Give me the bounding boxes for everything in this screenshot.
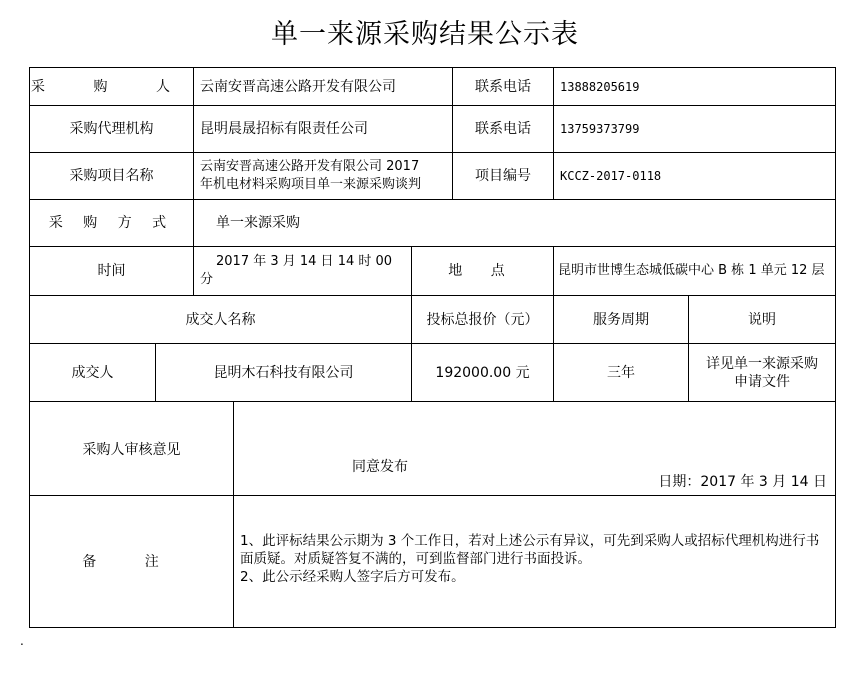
- project-label: 采购项目名称: [69, 168, 154, 184]
- price-value: 192000.00 元: [435, 364, 530, 381]
- purchaser-name: 云南安晋高速公路开发有限公司: [200, 78, 396, 95]
- location-label: 地 点: [448, 263, 517, 279]
- review-label: 采购人审核意见: [82, 442, 181, 458]
- agency-phone-cell: [553, 105, 836, 153]
- project-code: KCCZ-2017-0118: [560, 169, 662, 183]
- remark-line1: 详见单一来源采购: [706, 355, 818, 372]
- purchaser-value-cell: [193, 67, 453, 106]
- purchaser-phone-label: 联系电话: [475, 78, 531, 95]
- period-value: 三年: [607, 364, 635, 381]
- review-date: 日期：2017 年 3 月 14 日: [658, 474, 827, 490]
- footer-mark: .: [20, 634, 24, 648]
- total-price-header-cell: [411, 295, 554, 344]
- method-value-cell: [193, 199, 836, 247]
- winner-label-cell: [29, 343, 156, 402]
- page-title: 单一来源采购结果公示表: [271, 19, 579, 50]
- project-name-line2: 年机电材料采购项目单一来源采购谈判: [200, 177, 422, 192]
- winner-name-cell: [155, 343, 412, 402]
- agency-name: 昆明晨晟招标有限责任公司: [200, 121, 368, 137]
- price-cell: [411, 343, 554, 402]
- time-value-cell: [193, 246, 412, 296]
- period-cell: [553, 343, 689, 402]
- remark-header: 说明: [748, 311, 776, 328]
- winner-name-header-cell: [29, 295, 412, 344]
- method-value: 单一来源采购: [216, 215, 300, 231]
- project-value-cell: [193, 152, 453, 200]
- method-label: 采 购 方 式: [48, 215, 175, 231]
- review-label-cell: [29, 401, 234, 496]
- agency-phone-label: 联系电话: [475, 121, 531, 137]
- project-name-line1: 云南安晋高速公路开发有限公司 2017: [200, 159, 420, 174]
- service-period-header-cell: [553, 295, 689, 344]
- review-opinion-cell: [233, 401, 836, 496]
- purchaser-label: 采 购 人: [31, 78, 192, 95]
- agency-label-cell: [29, 105, 194, 153]
- notes-label: 备 注: [82, 553, 181, 570]
- review-opinion: 同意发布: [352, 459, 408, 475]
- total-price-header: 投标总报价（元）: [426, 311, 539, 328]
- purchaser-label-cell: [29, 67, 194, 106]
- winner-name: 昆明木石科技有限公司: [213, 364, 354, 381]
- project-label-cell: [29, 152, 194, 200]
- time-label-cell: [29, 246, 194, 296]
- remark-header-cell: [688, 295, 836, 344]
- winner-name-header: 成交人名称: [185, 311, 256, 328]
- project-code-cell: [553, 152, 836, 200]
- remark-cell: [688, 343, 836, 402]
- purchaser-phone: 13888205619: [560, 79, 640, 94]
- time-value-line1: 2017 年 3 月 14 日 14 时 00: [216, 254, 393, 269]
- notes-item-1: 1、此评标结果公示期为 3 个工作日，若对上述公示有异议，可先到采购人或招标代理机构进行书面质疑。对质疑答复不满的，可到监督部门进行书面投诉。: [240, 533, 820, 567]
- project-code-label: 项目编号: [475, 168, 531, 184]
- location-label-cell: [411, 246, 554, 296]
- project-code-label-cell: [452, 152, 554, 200]
- service-period-header: 服务周期: [593, 311, 649, 328]
- location-value: 昆明市世博生态城低碳中心 B 栋 1 单元 12 层: [558, 263, 825, 278]
- agency-phone: 13759373799: [560, 122, 640, 136]
- time-value-line2: 分: [200, 272, 214, 287]
- remark-line2: 申请文件: [734, 373, 790, 390]
- method-label-cell: [29, 199, 194, 247]
- winner-label: 成交人: [71, 364, 114, 381]
- agency-value-cell: [193, 105, 453, 153]
- purchaser-phone-label-cell: [452, 67, 554, 106]
- time-label: 时间: [97, 263, 126, 279]
- notes-label-cell: [29, 495, 234, 628]
- purchaser-phone-cell: [553, 67, 836, 106]
- notes-item-2: 2、此公示经采购人签字后方可发布。: [240, 569, 465, 585]
- notes-content-cell: [233, 495, 836, 628]
- agency-phone-label-cell: [452, 105, 554, 153]
- agency-label: 采购代理机构: [69, 121, 154, 137]
- location-value-cell: [553, 246, 836, 296]
